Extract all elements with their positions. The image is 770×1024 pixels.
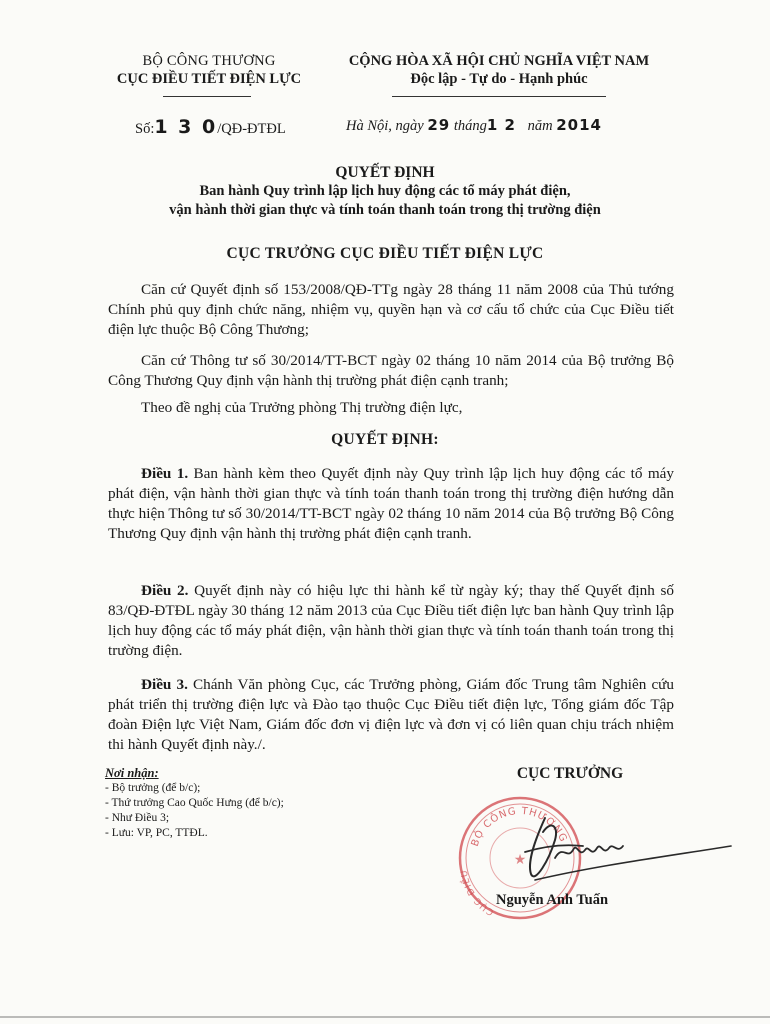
national-motto: Độc lập - Tự do - Hạnh phúc: [410, 71, 588, 87]
article-2: [108, 581, 674, 661]
date-place: Hà Nội, ngày: [346, 118, 424, 134]
number-value: 1 3 0: [154, 116, 218, 138]
national-header: [318, 52, 680, 88]
recipient-item: - Lưu: VP, PC, TTĐL.: [105, 827, 208, 839]
preamble-paragraph: Theo đề nghị của Trưởng phòng Thị trường điện lực,: [141, 399, 463, 416]
article-text: Ban hành kèm theo Quyết định này Quy trình lập lịch huy động các tổ máy phát điện, vận hành thời gian thực và tính toán thanh toán trong thị trường điện hướng dẫn thực hiện Thông tư số 30/2014/TT-BCT ngày 02 tháng 10 năm 2014 của Bộ trưởng Bộ Công Thương Quy định vận hành thị trường phát điện cạnh tranh.: [108, 465, 675, 542]
decision-heading: QUYẾT ĐỊNH: [335, 164, 435, 181]
recipients-list: [105, 766, 365, 841]
article-text: Quyết định này có hiệu lực thi hành kể từ ngày ký; thay thế Quyết định số 83/QĐ-ĐTĐL ngày 30 tháng 12 năm 2013 của Cục Điều tiết điện lực ban hành Quy trình lập lịch huy động các tổ máy phát điện, vận hành thời gian thực và tính toán thanh toán trong thị trường điện.: [108, 582, 674, 659]
article-label: Điều 1.: [141, 465, 189, 482]
issuing-authority: CỤC TRƯỞNG CỤC ĐIỀU TIẾT ĐIỆN LỰC: [226, 245, 544, 262]
motto-underline: [392, 96, 606, 97]
scan-bottom-edge: [0, 1016, 770, 1018]
recipient-item: - Thứ trưởng Cao Quốc Hưng (để b/c);: [105, 797, 284, 809]
date-month-label: tháng: [453, 118, 487, 134]
seal-text-top: BỘ CÔNG THƯƠNG: [469, 805, 569, 849]
date-day: 29: [427, 116, 451, 134]
article-3: [108, 675, 674, 755]
article-label: Điều 3.: [141, 676, 188, 693]
date-month: 1 2: [486, 116, 516, 134]
decide-heading: QUYẾT ĐỊNH:: [331, 431, 439, 448]
preamble-paragraph: Căn cứ Thông tư số 30/2014/TT-BCT ngày 02 tháng 10 năm 2014 của Bộ trưởng Bộ Công Thương Quy định vận hành thị trường phát điện cạnh tranh;: [108, 352, 674, 389]
article-label: Điều 2.: [141, 582, 189, 599]
signatory-title: CỤC TRƯỞNG: [516, 765, 624, 782]
svg-text:★: ★: [513, 853, 527, 868]
svg-text:CỤC ĐIỀU: [458, 869, 496, 917]
document-number: [135, 116, 286, 138]
number-prefix: Số:: [135, 121, 155, 137]
preamble-paragraph: Căn cứ Quyết định số 153/2008/QĐ-TTg ngày 28 tháng 11 năm 2008 của Thủ tướng Chính phủ quy định chức năng, nhiệm vụ, quyền hạn và cơ cấu tổ chức của Cục Điều tiết điện lực thuộc Bộ Công Thương;: [108, 281, 674, 338]
recipient-item: - Bộ trưởng (để b/c);: [105, 782, 201, 794]
number-suffix: /QĐ-ĐTĐL: [217, 121, 286, 137]
agency-name: CỤC ĐIỀU TIẾT ĐIỆN LỰC: [116, 71, 302, 87]
country-name: CỘNG HÒA XÃ HỘI CHỦ NGHĨA VIỆT NAM: [348, 53, 650, 69]
issue-date: [346, 116, 602, 135]
recipient-item: - Như Điều 3;: [105, 812, 170, 824]
seal-text-side: CỤC ĐIỀU: [459, 868, 496, 917]
recipients-title: Nơi nhận:: [105, 766, 159, 780]
decision-subtitle-line-2: vận hành thời gian thực và tính toán thanh toán trong thị trường điện: [169, 202, 601, 218]
date-year: 2014: [556, 116, 602, 134]
article-1: [108, 464, 674, 544]
ministry-name: BỘ CÔNG THƯƠNG: [142, 53, 276, 69]
issuing-agency-header: [100, 52, 318, 88]
signer-name: Nguyễn Anh Tuấn: [496, 892, 609, 908]
decision-title-block: [100, 163, 670, 220]
article-text: Chánh Văn phòng Cục, các Trưởng phòng, Giám đốc Trung tâm Nghiên cứu phát triển thị trường điện lực và Đào tạo thuộc Cục Điều tiết điện lực, Tổng giám đốc Tập đoàn Điện lực Việt Nam, Giám đốc đơn vị điện lực và đơn vị có liên quan chịu trách nhiệm thi hành Quyết định này./.: [108, 676, 675, 753]
decision-subtitle-line-1: Ban hành Quy trình lập lịch huy động các tổ máy phát điện,: [199, 183, 571, 199]
agency-underline: [163, 96, 251, 97]
date-year-label: năm: [527, 118, 553, 134]
